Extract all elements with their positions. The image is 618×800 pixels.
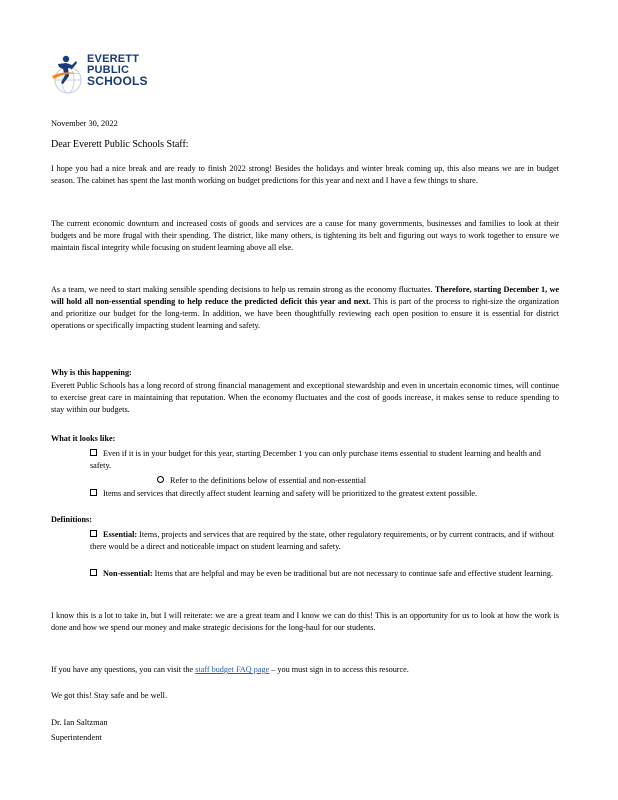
paragraph-spending-decision — [51, 284, 559, 332]
what-item-1: Even if it is in your budget for this year, starting December 1 you can only purchase items essential to student learning and health and safety. — [90, 449, 541, 470]
logo-line-1: EVERETT — [87, 53, 140, 65]
paragraph-spending-bold: Therefore, starting December 1, we will hold all non-essential spending to help reduce the predicted deficit this year and next. — [51, 285, 559, 306]
paragraph-reiterate: I know this is a lot to take in, but I will reiterate: we are a great team and I know we can do this! This is an opportunity for us to look at how the work is done and how we spend our money and make strategic decisions for the long-haul for our students. — [51, 611, 559, 632]
square-bullet-icon — [90, 530, 97, 537]
paragraph-questions: If you have any questions, you can visit the staff budget FAQ page – you must sign in to access this resource. — [51, 665, 409, 674]
logo-line-2: PUBLIC — [87, 64, 130, 76]
square-bullet-icon — [90, 569, 97, 576]
definitions-heading: Definitions: — [51, 515, 92, 524]
salutation: Dear Everett Public Schools Staff: — [51, 139, 189, 150]
signer-title: Superintendent — [51, 733, 102, 742]
definition-non-essential: Non-essential: Items that are helpful and may be even be traditional but are not necessary to continue safe and effective student learning. — [90, 568, 560, 580]
definition-essential: Essential: Items, projects and services that are required by the state, other regulatory requirements, or by current contracts, and if without there would be a direct and noticeable impact on student learning and safety. — [90, 530, 555, 551]
district-logo — [50, 50, 170, 98]
staff-budget-faq-link[interactable]: staff budget FAQ page — [195, 665, 270, 674]
paragraph-spending-a: As a team, we need to start making sensible spending decisions to help us remain strong as the economy fluctuates. — [51, 285, 435, 294]
closing-line: We got this! Stay safe and be well. — [51, 691, 168, 700]
letter-date: November 30, 2022 — [51, 119, 118, 128]
why-heading: Why is this happening: — [51, 368, 132, 377]
logo-line-3: SCHOOLS — [87, 74, 148, 88]
what-heading: What it looks like: — [51, 434, 116, 443]
logo-wordmark — [87, 54, 148, 87]
globe-figure-icon — [50, 50, 86, 96]
paragraph-why: Everett Public Schools has a long record of strong financial management and exceptional stewardship and even in uncertain economic times, will continue to exercise great care in maintaining that reputation. When the economy fluctuates and the cost of goods increase, it makes sense to reduce spending to stay within our budgets. — [51, 381, 559, 414]
paragraph-spending-c: This is part of the process to right-size the organization and prioritize our budget for the long-term. In addition, we have been thoughtfully reviewing each open position to ensure it is essential for district operations or specifically impacting student learning and safety. — [51, 297, 559, 330]
paragraph-economy: The current economic downturn and increased costs of goods and services are a cause for many governments, businesses and families to look at their budgets and be more frugal with their spending. The district, like many others, is tightening its belt and figuring out ways to work together to ensure we maintain fiscal integrity while focusing on student learning above all else. — [51, 219, 559, 252]
signer-name: Dr. Ian Saltzman — [51, 718, 108, 727]
paragraph-intro: I hope you had a nice break and are ready to finish 2022 strong! Besides the holidays and winter break coming up, this also means we are in budget season. The cabinet has spent the last month working on budget predictions for this year and next and I have a few things to share. — [51, 164, 559, 185]
circle-bullet-icon — [157, 476, 164, 483]
what-item-2: Refer to the definitions below of essential and non-essential — [157, 475, 557, 487]
what-item-3: Items and services that directly affect student learning and safety will be prioritized to the greatest extent possible. — [90, 488, 560, 500]
square-bullet-icon — [90, 449, 97, 456]
square-bullet-icon — [90, 489, 97, 496]
